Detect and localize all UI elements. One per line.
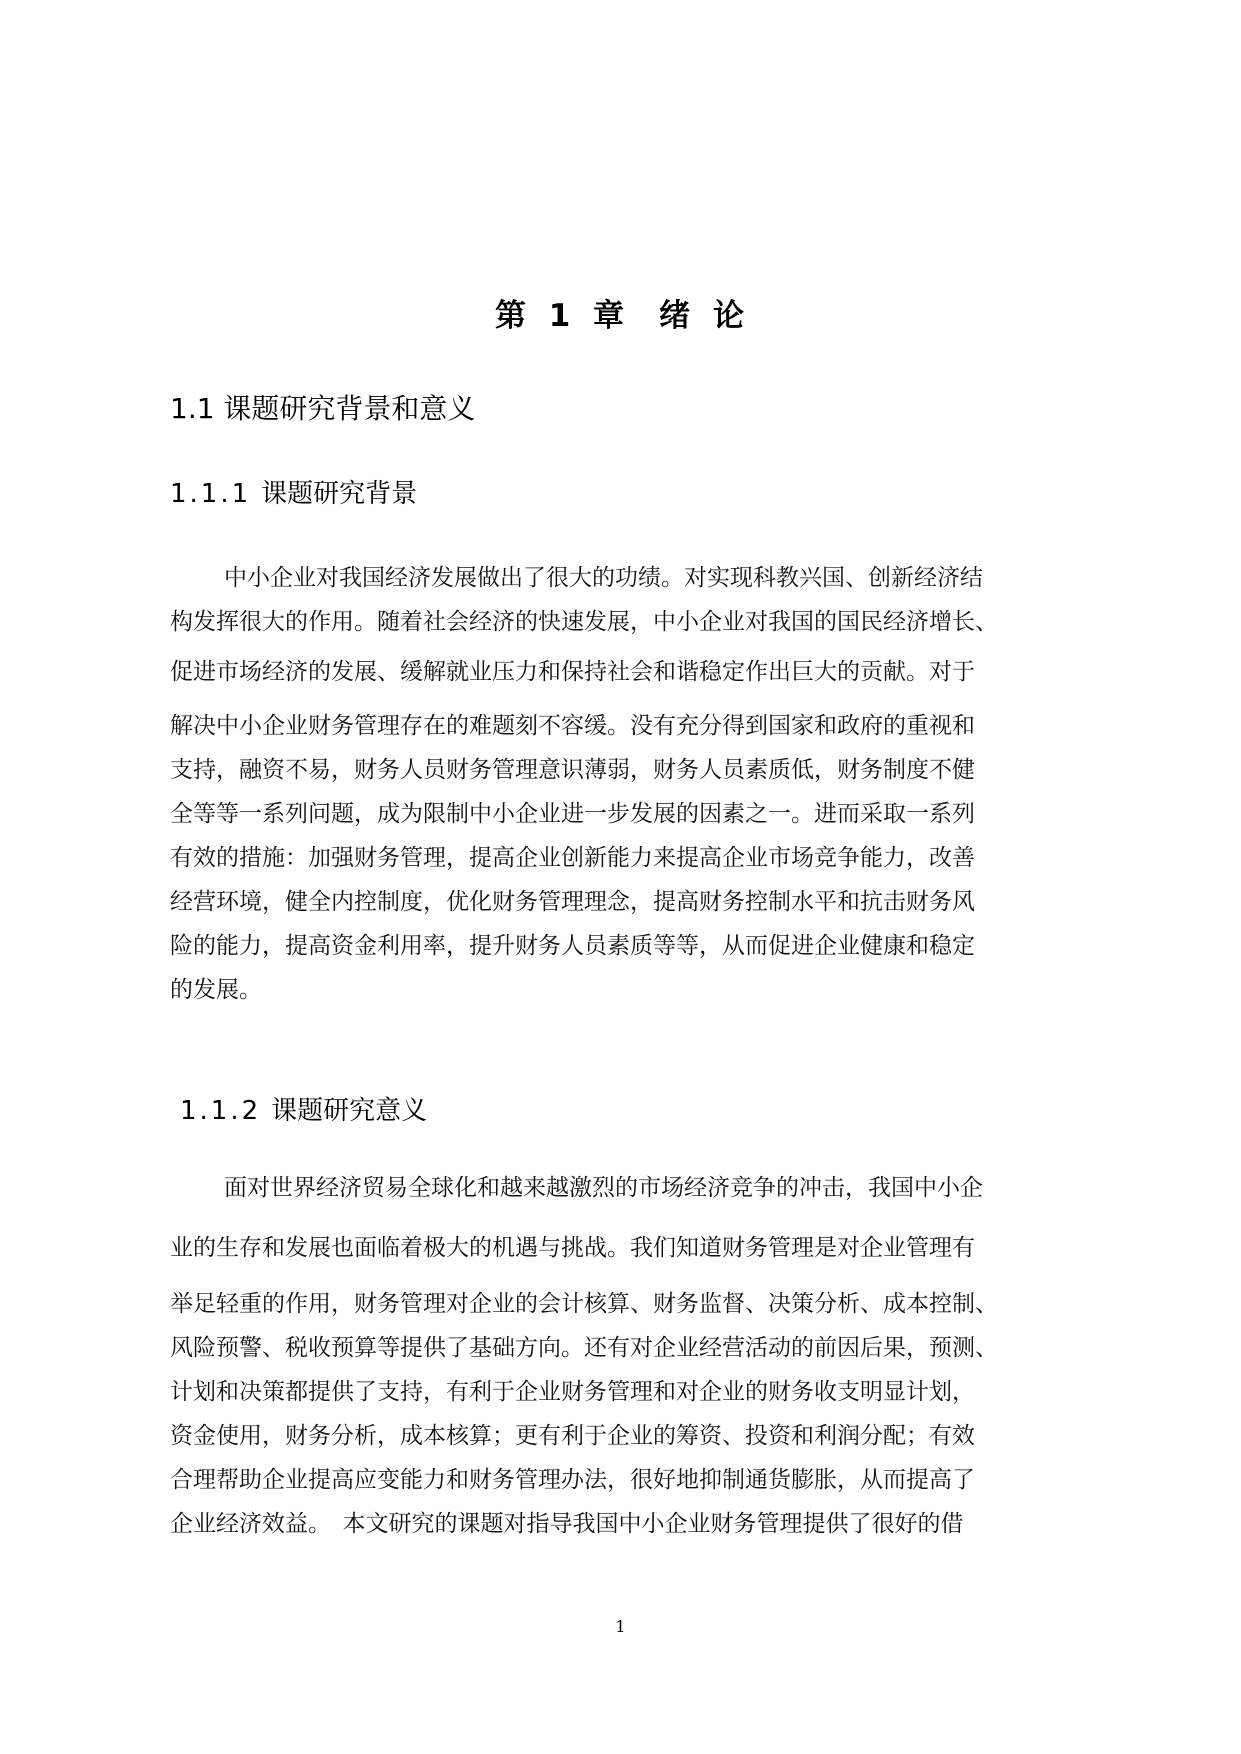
paragraph-line: 资金使用，财务分析，成本核算；更有利于企业的筹资、投资和利润分配；有效 bbox=[170, 1423, 975, 1449]
paragraph-research-background bbox=[170, 556, 1068, 1012]
section-number: 1.1.1 bbox=[170, 479, 252, 509]
paragraph-line: 促进市场经济的发展、缓解就业压力和保持社会和谐稳定作出巨大的贡献。对于 bbox=[170, 659, 975, 685]
paragraph-line: 的发展。 bbox=[170, 977, 262, 1003]
section-heading-1-1: 1.1 课题研究背景和意义 bbox=[170, 392, 476, 425]
paragraph-line: 支持，融资不易，财务人员财务管理意识薄弱，财务人员素质低，财务制度不健 bbox=[170, 757, 975, 783]
section-title: 课题研究背景 bbox=[261, 479, 418, 509]
paragraph-line: 面对世界经济贸易全球化和越来越激烈的市场经济竞争的冲击，我国中小企 bbox=[224, 1175, 983, 1201]
paragraph-line: 计划和决策都提供了支持，有利于企业财务管理和对企业的财务收支明显计划， bbox=[170, 1379, 975, 1405]
paragraph-line: 合理帮助企业提高应变能力和财务管理办法，很好地抑制通货膨胀，从而提高了 bbox=[170, 1467, 975, 1493]
section-heading-1-1-1 bbox=[170, 473, 417, 510]
paragraph-line: 举足轻重的作用，财务管理对企业的会计核算、财务监督、决策分析、成本控制、 bbox=[170, 1291, 998, 1317]
paragraph-line: 企业经济效益。 本文研究的课题对指导我国中小企业财务管理提供了很好的借 bbox=[170, 1511, 964, 1537]
paragraph-line: 有效的措施：加强财务管理，提高企业创新能力来提高企业市场竞争能力，改善 bbox=[170, 845, 975, 871]
paragraph-line: 全等等一系列问题，成为限制中小企业进一步发展的因素之一。进而采取一系列 bbox=[170, 801, 975, 827]
paragraph-line: 险的能力，提高资金利用率，提升财务人员素质等等，从而促进企业健康和稳定 bbox=[170, 933, 975, 959]
section-heading-1-1-2 bbox=[180, 1090, 427, 1127]
section-title: 课题研究意义 bbox=[271, 1096, 428, 1126]
chapter-title: 第 1 章 绪 论 bbox=[495, 298, 746, 334]
paragraph-research-significance bbox=[170, 1166, 1068, 1546]
paragraph-line: 风险预警、税收预算等提供了基础方向。还有对企业经营活动的前因后果，预测、 bbox=[170, 1335, 998, 1361]
page-number: 1 bbox=[615, 1617, 626, 1636]
paragraph-line: 解决中小企业财务管理存在的难题刻不容缓。没有充分得到国家和政府的重视和 bbox=[170, 713, 975, 739]
paragraph-line: 经营环境，健全内控制度，优化财务管理理念，提高财务控制水平和抗击财务风 bbox=[170, 889, 975, 915]
paragraph-line: 业的生存和发展也面临着极大的机遇与挑战。我们知道财务管理是对企业管理有 bbox=[170, 1235, 975, 1261]
section-number: 1.1.2 bbox=[180, 1096, 262, 1126]
paragraph-line: 构发挥很大的作用。随着社会经济的快速发展，中小企业对我国的国民经济增长、 bbox=[170, 609, 998, 635]
paragraph-line: 中小企业对我国经济发展做出了很大的功绩。对实现科教兴国、创新经济结 bbox=[224, 565, 983, 591]
